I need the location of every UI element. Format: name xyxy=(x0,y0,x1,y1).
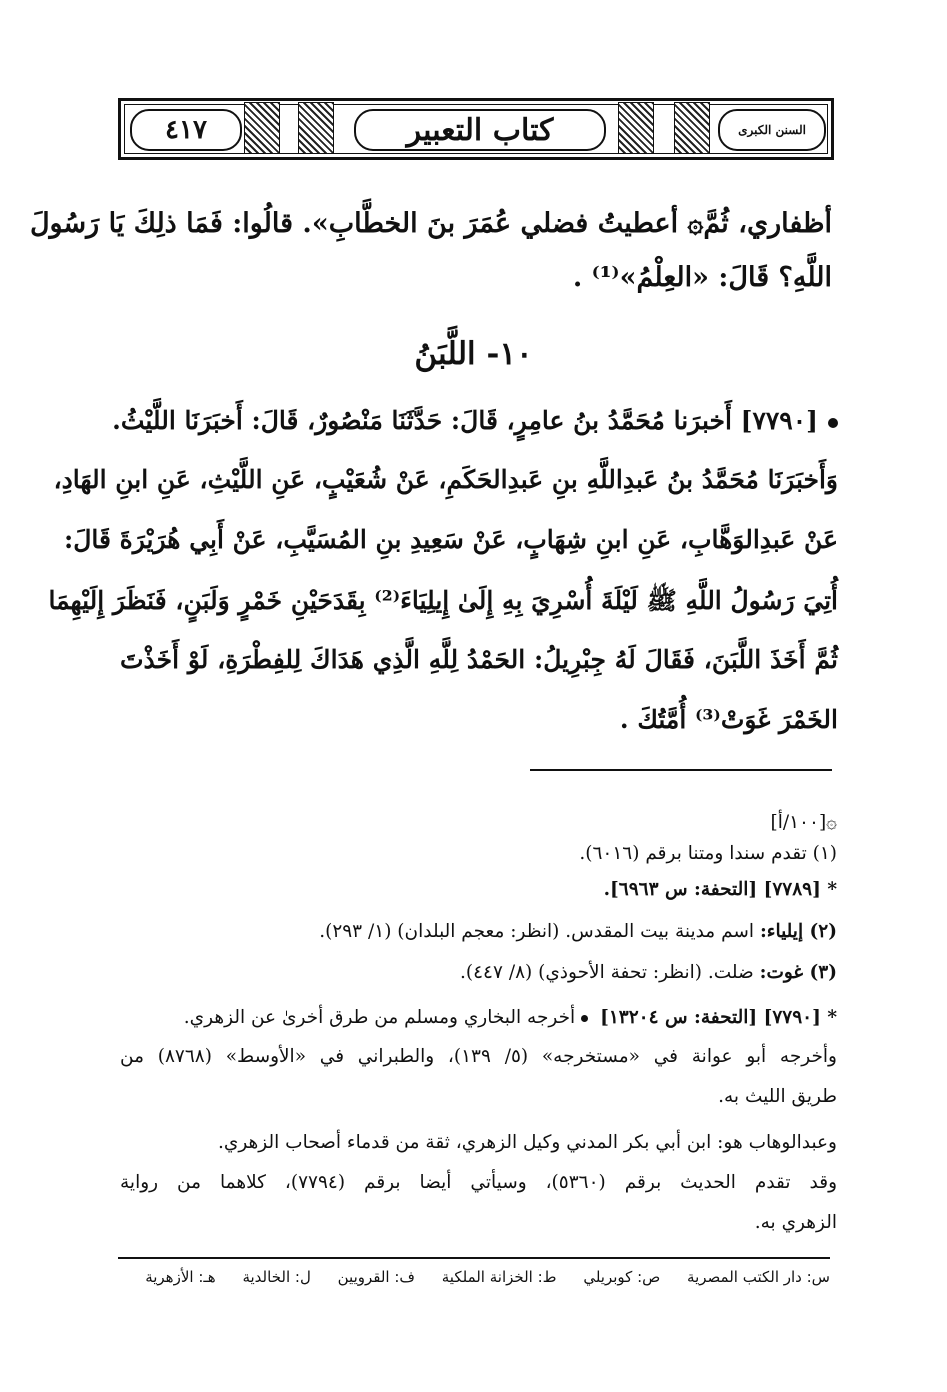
footnote-text: أخرجه البخاري ومسلم من طرق أخرىٰ عن الزهري. xyxy=(183,1007,576,1028)
abbreviation: س: دار الكتب المصرية xyxy=(687,1268,830,1286)
header-ornament xyxy=(244,102,280,154)
book-title: كتاب التعبير xyxy=(354,109,606,151)
footnote: (١) تقدم سندا ومتنا برقم (٦٠١٦). xyxy=(579,843,837,864)
footnote-paragraph: الزهري به. xyxy=(754,1212,837,1233)
footnote-ref: * [٧٧٩٠] [التحفة: س ١٣٢٠٤] xyxy=(600,1007,837,1028)
footnote-paragraph: وقد تقدم الحديث برقم (٥٣٦٠)، وسيأتي أيضا برقم (٧٧٩٤)، كلاهما من رواية xyxy=(120,1172,837,1193)
section-heading: ١٠- اللَّبَنُ xyxy=(414,336,533,372)
bottom-divider xyxy=(118,1257,830,1259)
header-ornament xyxy=(298,102,334,154)
page-header xyxy=(118,98,834,160)
footnote-text: ضلت. (انظر: تحفة الأحوذي) (٨/ ٤٤٧). xyxy=(460,962,754,983)
page-number: ٤١٧ xyxy=(130,109,242,151)
hadith-line: الخَمْرَ غَوَتْ⁽³⁾ أُمَّتُكَ . xyxy=(619,705,838,734)
footnote-term: (٣) غوت: xyxy=(759,962,837,983)
manuscript-abbreviations xyxy=(123,1268,830,1286)
series-logo: السنن الكبرى xyxy=(718,109,826,151)
bullet-icon xyxy=(581,1015,588,1022)
hadith-line xyxy=(112,406,838,435)
footnote-ref: * [٧٧٨٩] [التحفة: س ٦٩٦٣]. xyxy=(603,879,837,900)
footnote-paragraph: طريق الليث به. xyxy=(718,1086,837,1107)
footnote xyxy=(604,879,837,900)
footnote-divider xyxy=(530,769,832,771)
hadith-line: عَنْ عَبدِالوَهَّابِ، عَنِ ابنِ شِهَابٍ، عَنْ سَعِيدِ بنِ المُسَيَّبِ، عَنْ أَبِي هُرَيْرَةَ قَالَ: xyxy=(64,525,838,554)
folio-marker: ۞[١٠٠/أ] xyxy=(770,812,837,833)
hadith-line: وَأَخبَرَنَا مُحَمَّدُ بنُ عَبدِاللَّهِ بنِ عَبدِالحَكَمِ، عَنْ شُعَيْبٍ، عَنِ اللَّيْثِ، عَنِ ابنِ الهَادِ، xyxy=(53,465,838,494)
footnote xyxy=(319,921,837,942)
footnote-paragraph: وعبدالوهاب هو: ابن أبي بكر المدني وكيل الزهري، ثقة من قدماء أصحاب الزهري. xyxy=(217,1132,837,1153)
footnote xyxy=(460,962,837,983)
footnote-text: اسم مدينة بيت المقدس. (انظر: معجم البلدان) (١/ ٢٩٣). xyxy=(319,921,755,942)
footnote-term: (٢) إيلياء: xyxy=(759,921,837,942)
hadith-line: أُتِيَ رَسُولُ اللَّهِ ﷺ لَيْلَةَ أُسْرِيَ بِهِ إِلَىٰ إِيلِيَاءَ⁽²⁾ بِقَدَحَيْنِ خَمْرٍ وَلَبَنٍ، فَنَظَرَ إِلَيْهِمَا xyxy=(48,586,838,615)
footnote-paragraph: وأخرجه أبو عوانة في «مستخرجه» (٥/ ١٣٩)، والطبراني في «الأوسط» (٨٧٦٨) من xyxy=(120,1046,837,1067)
header-ornament xyxy=(674,102,710,154)
abbreviation: ف: القرويين xyxy=(337,1268,415,1286)
abbreviation: ص: كوبريلي xyxy=(583,1268,661,1286)
abbreviation: ل: الخالدية xyxy=(242,1268,311,1286)
bullet-icon xyxy=(828,418,838,428)
text-line: أظفاري، ثُمَّ۞ أعطيتُ فضلي عُمَرَ بنَ الخطَّابِ». قالُوا: فَمَا ذلِكَ يَا رَسُولَ xyxy=(29,208,832,239)
abbreviation: ط: الخزانة الملكية xyxy=(441,1268,557,1286)
abbreviation: هـ: الأزهرية xyxy=(145,1268,216,1286)
header-ornament xyxy=(618,102,654,154)
hadith-text: [٧٧٩٠] أَخبرَنا مُحَمَّدُ بنُ عامِرٍ، قَالَ: حَدَّثَنَا مَنْصُورٌ، قَالَ: أَخبَرَنَا اللَّيْثُ. xyxy=(112,406,818,435)
hadith-line: ثُمَّ أَخَذَ اللَّبَنَ، فَقَالَ لَهُ جِبْرِيلُ: الحَمْدُ لِلَّهِ الَّذِي هَدَاكَ لِلفِطْرَةِ، لَوْ أَخَذْتَ xyxy=(120,645,838,674)
text-line: اللَّهِ؟ قَالَ: «العِلْمُ»⁽¹⁾ . xyxy=(572,262,832,293)
footnote xyxy=(184,1007,837,1028)
